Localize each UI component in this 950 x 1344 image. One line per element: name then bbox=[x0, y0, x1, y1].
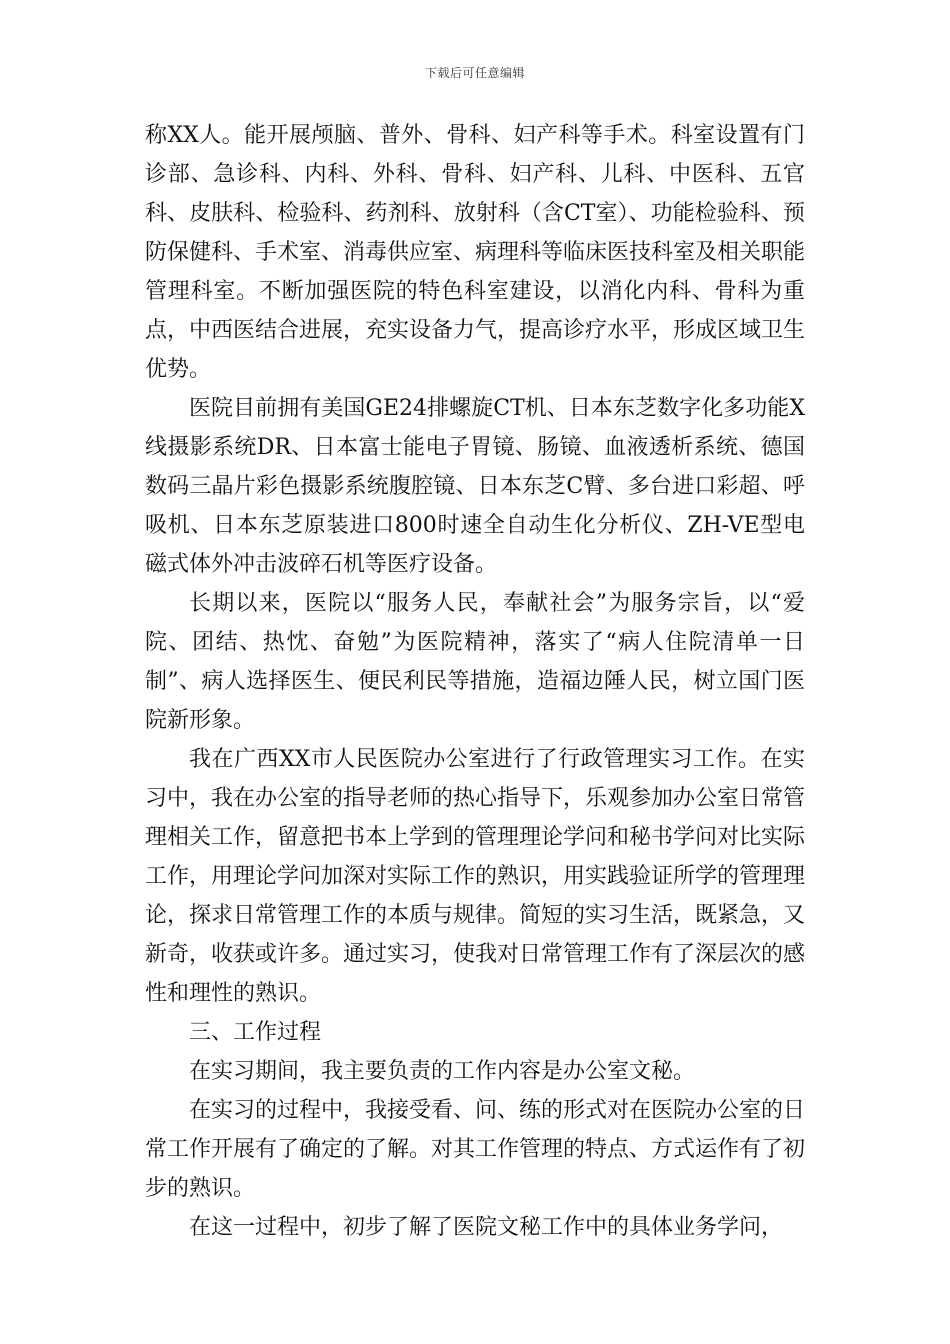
paragraph-process: 在实习的过程中，我接受看、问、练的形式对在医院办公室的日常工作开展有了确定的了解。对其工作管理的特点、方式运作有了初步的熟识。 bbox=[145, 1098, 806, 1201]
paragraph-internship: 我在广西XX市人民医院办公室进行了行政管理实习工作。在实习中，我在办公室的指导老师的热心指导下，乐观参加办公室日常管理相关工作，留意把书本上学到的管理理论学问和秘书学问对比实际工作，用理论学问加深对实际工作的熟识，用实践验证所学的管理理论，探求日常管理工作的本质与规律。简短的实习生活，既紧急，又新奇，收获或许多。通过实习，使我对日常管理工作有了深层次的感性和理性的熟识。 bbox=[145, 747, 806, 1006]
paragraph-equipment: 医院目前拥有美国GE24排螺旋CT机、日本东芝数字化多功能X线摄影系统DR、日本富士能电子胃镜、肠镜、血液透析系统、德国数码三晶片彩色摄影系统腹腔镜、日本东芝C臂、多台进口彩超、呼吸机、日本东芝原装进口800时速全自动生化分析仪、ZH-VE型电磁式体外冲击波碎石机等医疗设备。 bbox=[145, 396, 805, 577]
section-heading-work-process: 三、工作过程 bbox=[189, 1020, 322, 1045]
paragraph-knowledge: 在这一过程中，初步了解了医院文秘工作中的具体业务学问， bbox=[189, 1215, 784, 1240]
paragraph-departments: 称XX人。能开展颅脑、普外、骨科、妇产科等手术。科室设置有门诊部、急诊科、内科、外科、骨科、妇产科、儿科、中医科、五官科、皮肤科、检验科、药剂科、放射科（含CT室）、功能检验科、预防保健科、手术室、消毒供应室、病理科等临床医技科室及相关职能管理科室。不断加强医院的特色科室建设，以消化内科、骨科为重点，中西医结合进展，充实设备力气，提高诊疗水平，形成区域卫生优势。 bbox=[145, 123, 806, 382]
page-header: 下载后可任意编辑 bbox=[424, 66, 525, 80]
paragraph-hospital-spirit: 长期以来，医院以“服务人民，奉献社会”为服务宗旨，以“爱院、团结、热忱、奋勉”为医院精神，落实了“病人住院清单一日制”、病人选择医生、便民利民等措施，造福边陲人民，树立国门医院新形象。 bbox=[145, 591, 805, 733]
paragraph-duties: 在实习期间，我主要负责的工作内容是办公室文秘。 bbox=[189, 1059, 696, 1084]
document-body bbox=[145, 116, 805, 1247]
